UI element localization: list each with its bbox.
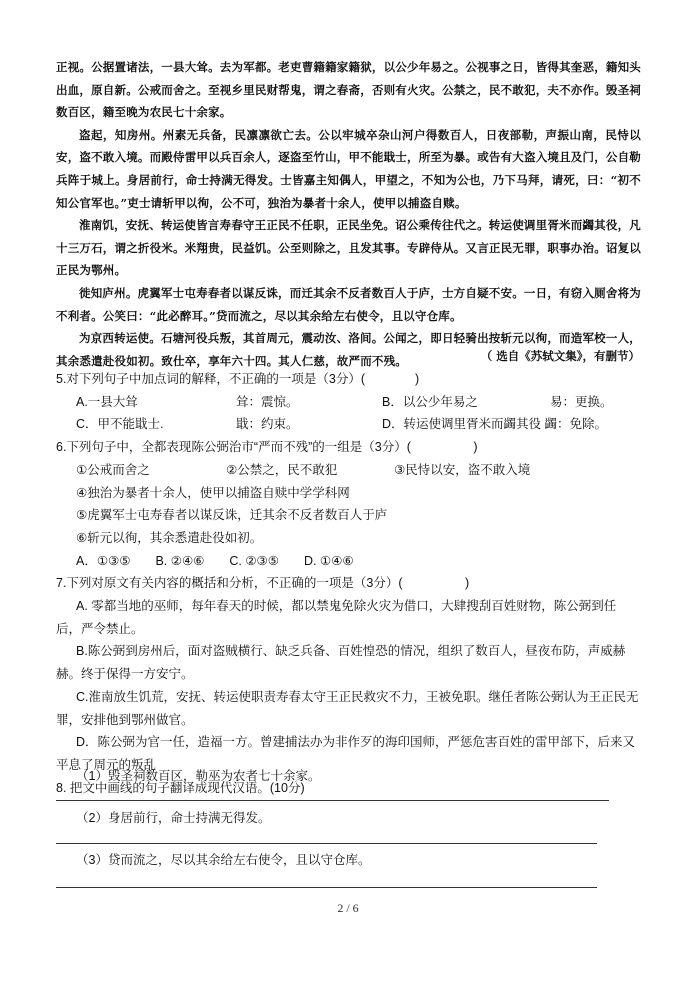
passage-source: （ 选自《苏轼文集》，有删节） bbox=[480, 349, 640, 363]
option-c-text: C．甲不能戢士. bbox=[76, 417, 164, 432]
option-c-gloss: 戢：约束。 bbox=[236, 417, 299, 432]
question-6-item-5: ⑤虎翼军士屯寿春者以谋反诛，迁其余不反者数百人于庐 bbox=[76, 508, 388, 523]
answer-line-2[interactable] bbox=[56, 843, 597, 844]
question-7-option-b: B.陈公弼到房州后，面对盗贼横行、缺乏兵备、百姓惶恐的情况，组织了数百人，昼夜布防，声威赫赫。终于保得一方安宁。 bbox=[56, 644, 626, 682]
answer-line-3[interactable] bbox=[56, 887, 597, 888]
passage-paragraph: 盗起，知房州。州素无兵备，民凛凛欲亡去。公以牢城卒杂山河户得数百人，日夜部勒，声振山南，民恃以安，盗不敢入境。而殿侍雷甲以兵百余人，逐盗至竹山，甲不能戢士，所至为暴。或告有大盗入境且及门，公自勒兵阵于城上。身居前行，命士持满无得发。士皆嘉主知偶人，甲望之，不知为公也，乃下马拜，请死，曰：“初不知公官军也。”吏士请斩甲以徇，公不可，独治为暴者十余人，使甲以捕盗自赎。 bbox=[56, 127, 641, 210]
option-b-gloss: 易：更换。 bbox=[550, 394, 613, 409]
questions-section bbox=[56, 368, 641, 799]
question-6-items-row1 bbox=[56, 459, 641, 482]
translation-sentence-3: （3）贷而流之，尽以其余给左右使令，且以守仓库。 bbox=[76, 853, 371, 867]
classical-passage bbox=[56, 56, 641, 372]
question-7-option-d: D．陈公弼为官一任，造福一方。曾建捕法办为非作歹的海印国师，严惩危害百姓的雷甲部下，后来又平息了周元的叛乱 bbox=[56, 735, 636, 772]
question-7-stem: 7.下列对原文有关内容的概括和分析，不正确的一项是（3分）( ) bbox=[56, 576, 470, 591]
option-d-text: D．转运使调里胥米而蠲其役 蠲：免除。 bbox=[382, 417, 608, 432]
item-1: ①公戒而舍之 bbox=[76, 462, 150, 477]
translation-sentence-1: （1）毁圣祠数百区，勒巫为农者七十余家。 bbox=[76, 769, 321, 783]
answer-line-1[interactable] bbox=[56, 800, 609, 801]
item-3: ③民恃以安，盗不敢入境 bbox=[394, 462, 531, 477]
item-2: ②公禁之，民不敢犯 bbox=[226, 462, 338, 477]
question-5-options-cd bbox=[56, 413, 641, 436]
question-6-item-6: ⑥斩元以徇，其余悉遣赴役如初。 bbox=[76, 530, 263, 545]
passage-paragraph: 为京西转运使。石塘河役兵叛，其首周元，震动汝、洛间。公闻之，即日轻骑出按斩元以徇，而造军校一人，其余悉遣赴役如初。致仕卒，享年六十四。其人仁慈，故严而不残。 bbox=[56, 331, 641, 368]
passage-paragraph: 正视。公据置诸法，一县大耸。去为军都。老吏曹籍籍家籍狱，以公少年易之。公视事之日，皆得其奎恶，籍知头出血，原自新。公戒而舍之。至视乡里民财帮鬼，谓之春斋，否则有火灾。公禁之，民不敢犯，夫不亦作。毁圣祠数百区，籍至晚为农民七十余家。 bbox=[56, 60, 641, 120]
question-6-stem: 6.下列句子中，全都表现陈公弼治市“严而不残”的一组是（3分）( ) bbox=[56, 440, 478, 455]
question-6-options: A．①③⑤ B. ②④⑥ C. ②③⑤ D. ①④⑥ bbox=[76, 553, 354, 568]
passage-paragraph: 淮南饥，安抚、转运使皆言寿春守王正民不任职，正民坐免。诏公乘传往代之。转运使调里胥米而蠲其役，凡十三万石，谓之折役米。米翔贵，民益饥。公至则除之，且发其事。专辟侍从。又言正民无罪，职事办治。诏复以正民为鄂州。 bbox=[56, 218, 641, 278]
question-6-item-4: ④独治为暴者十余人，使甲以捕盗自赎中学学科网 bbox=[76, 485, 350, 500]
question-5-options-ab bbox=[56, 391, 641, 414]
option-b-text: B．以公少年易之 bbox=[382, 394, 478, 409]
question-8-stem: 8. 把文中画线的句子翻译成现代汉语。(10分) bbox=[56, 780, 305, 795]
option-a-gloss: 耸：震惊。 bbox=[236, 394, 299, 409]
question-7-option-c: C.淮南放生饥荒，安抚、转运使职责寿春太守王正民救灾不力，王被免职。继任者陈公弼认为王正民无罪，安排他到鄂州做官。 bbox=[56, 689, 639, 727]
passage-paragraph: 徙知庐州。虎翼军士屯寿春者以谋反诛，而迁其余不反者数百人于庐，士方自疑不安。一日，有窃入厕舍将为不利者。公笑曰：“此必醉耳。”贷而流之，尽以其余给左右使令，且以守仓库。 bbox=[56, 285, 641, 323]
page-number: 2 / 6 bbox=[337, 901, 359, 915]
question-7-option-a: A. 零都当地的巫师，每年春天的时候，都以禁鬼免除火灾为借口，大肆搜刮百姓财物，陈公弼到任后，严令禁止。 bbox=[56, 599, 617, 636]
question-5-stem: 5.对下列句子中加点词的解释，不正确的一项是（3分）( ) bbox=[56, 372, 420, 386]
option-a-text: A.一县大耸 bbox=[76, 394, 138, 409]
translation-sentence-2: （2）身居前行，命士持满无得发。 bbox=[76, 811, 271, 825]
